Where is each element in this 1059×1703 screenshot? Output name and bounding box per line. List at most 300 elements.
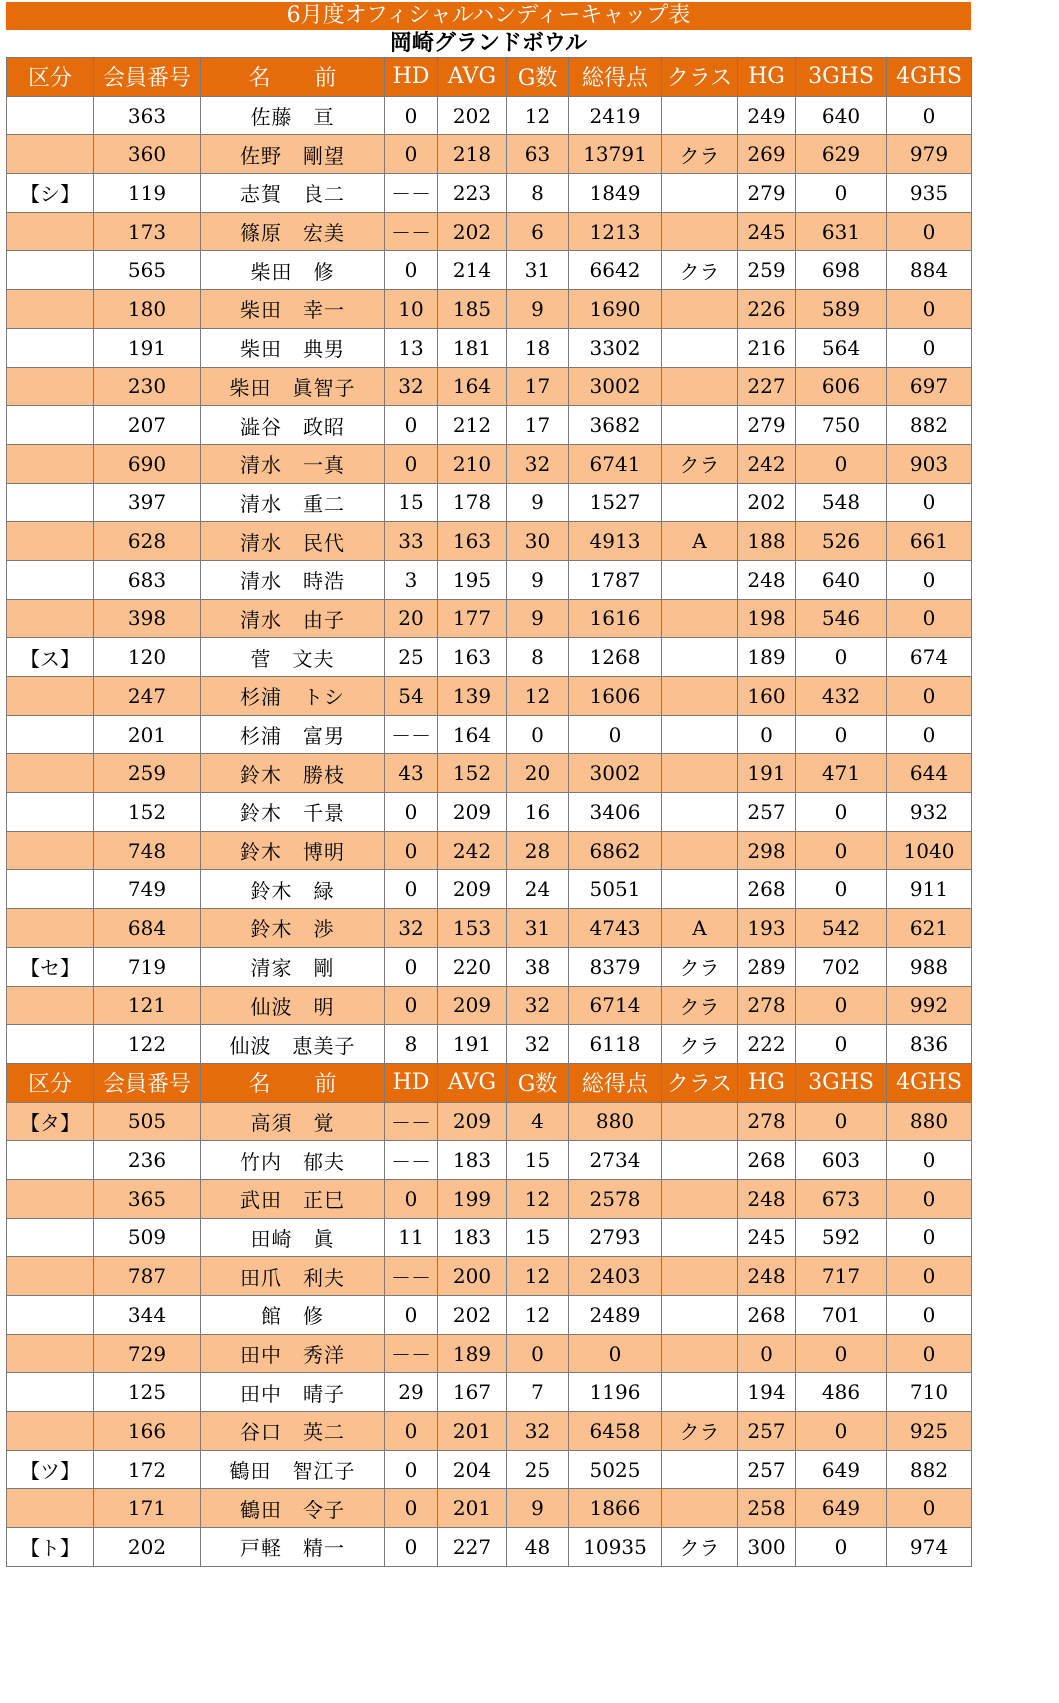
- cell-name: 清水 時浩: [201, 560, 385, 599]
- cell-avg: 202: [438, 96, 507, 135]
- cell-games: 9: [507, 290, 569, 329]
- column-header-category: 区分: [7, 1063, 94, 1102]
- cell-hd: 0: [385, 1412, 438, 1451]
- cell-hd: 20: [385, 599, 438, 638]
- cell-hg: 278: [738, 1102, 796, 1141]
- cell-hg: 189: [738, 638, 796, 677]
- cell-3ghs: 0: [796, 1102, 887, 1141]
- cell-avg: 209: [438, 793, 507, 832]
- cell-avg: 183: [438, 1218, 507, 1257]
- cell-3ghs: 592: [796, 1218, 887, 1257]
- cell-3ghs: 702: [796, 947, 887, 986]
- cell-name: 田中 秀洋: [201, 1334, 385, 1373]
- column-header-3ghs: 3GHS: [796, 58, 887, 97]
- cell-class: [662, 96, 738, 135]
- column-header-class: クラス: [662, 58, 738, 97]
- cell-class: [662, 367, 738, 406]
- cell-3ghs: 564: [796, 328, 887, 367]
- cell-3ghs: 0: [796, 1412, 887, 1451]
- cell-hg: 259: [738, 251, 796, 290]
- cell-category: [7, 1489, 94, 1528]
- cell-avg: 167: [438, 1373, 507, 1412]
- cell-hg: 248: [738, 1257, 796, 1296]
- table-row: [7, 96, 972, 135]
- cell-class: [662, 870, 738, 909]
- cell-games: 12: [507, 677, 569, 716]
- cell-member-number: 397: [94, 483, 201, 522]
- cell-games: 0: [507, 715, 569, 754]
- cell-total-score: 4913: [569, 522, 662, 561]
- cell-games: 9: [507, 483, 569, 522]
- cell-total-score: 1268: [569, 638, 662, 677]
- column-header-member-number: 会員番号: [94, 58, 201, 97]
- cell-hd: 0: [385, 1296, 438, 1335]
- cell-hg: 202: [738, 483, 796, 522]
- cell-3ghs: 0: [796, 793, 887, 832]
- cell-hd: 0: [385, 1179, 438, 1218]
- column-header-class: クラス: [662, 1063, 738, 1102]
- column-header-4ghs: 4GHS: [887, 1063, 972, 1102]
- cell-3ghs: 0: [796, 1334, 887, 1373]
- cell-avg: 210: [438, 444, 507, 483]
- cell-3ghs: 526: [796, 522, 887, 561]
- column-header-hd: HD: [385, 1063, 438, 1102]
- cell-avg: 212: [438, 406, 507, 445]
- cell-4ghs: 979: [887, 135, 972, 174]
- cell-4ghs: 836: [887, 1025, 972, 1064]
- cell-3ghs: 631: [796, 212, 887, 251]
- cell-class: [662, 483, 738, 522]
- cell-avg: 242: [438, 831, 507, 870]
- cell-class: [662, 290, 738, 329]
- cell-total-score: 6642: [569, 251, 662, 290]
- cell-games: 15: [507, 1218, 569, 1257]
- cell-hd: 0: [385, 444, 438, 483]
- cell-4ghs: 925: [887, 1412, 972, 1451]
- cell-total-score: 6714: [569, 986, 662, 1025]
- table-row: [7, 212, 972, 251]
- column-header-total-score: 総得点: [569, 58, 662, 97]
- cell-total-score: 13791: [569, 135, 662, 174]
- cell-name: 鈴木 博明: [201, 831, 385, 870]
- cell-category: [7, 251, 94, 290]
- cell-total-score: 1527: [569, 483, 662, 522]
- cell-hg: 193: [738, 909, 796, 948]
- cell-class: [662, 1257, 738, 1296]
- cell-member-number: 201: [94, 715, 201, 754]
- cell-class: [662, 1489, 738, 1528]
- cell-category: [7, 522, 94, 561]
- cell-hd: 29: [385, 1373, 438, 1412]
- column-header-games: G数: [507, 58, 569, 97]
- cell-3ghs: 0: [796, 638, 887, 677]
- cell-avg: 152: [438, 754, 507, 793]
- cell-hg: 268: [738, 870, 796, 909]
- table-row: [7, 367, 972, 406]
- cell-3ghs: 486: [796, 1373, 887, 1412]
- cell-3ghs: 0: [796, 831, 887, 870]
- cell-4ghs: 882: [887, 406, 972, 445]
- cell-avg: 163: [438, 638, 507, 677]
- cell-games: 9: [507, 599, 569, 638]
- cell-member-number: 505: [94, 1102, 201, 1141]
- cell-hd: 0: [385, 986, 438, 1025]
- cell-member-number: 344: [94, 1296, 201, 1335]
- cell-member-number: 628: [94, 522, 201, 561]
- cell-games: 4: [507, 1102, 569, 1141]
- cell-hd: －－: [385, 1257, 438, 1296]
- cell-class: [662, 212, 738, 251]
- cell-member-number: 360: [94, 135, 201, 174]
- cell-name: 鶴田 令子: [201, 1489, 385, 1528]
- cell-name: 清水 一真: [201, 444, 385, 483]
- cell-4ghs: 0: [887, 212, 972, 251]
- cell-member-number: 565: [94, 251, 201, 290]
- cell-4ghs: 0: [887, 677, 972, 716]
- cell-4ghs: 0: [887, 483, 972, 522]
- cell-games: 31: [507, 251, 569, 290]
- cell-4ghs: 710: [887, 1373, 972, 1412]
- cell-games: 31: [507, 909, 569, 948]
- cell-hg: 257: [738, 1412, 796, 1451]
- table-row: [7, 174, 972, 213]
- table-row: [7, 406, 972, 445]
- cell-name: 柴田 眞智子: [201, 367, 385, 406]
- cell-member-number: 173: [94, 212, 201, 251]
- cell-total-score: 1690: [569, 290, 662, 329]
- cell-class: [662, 677, 738, 716]
- cell-category: [7, 1373, 94, 1412]
- cell-4ghs: 880: [887, 1102, 972, 1141]
- cell-class: [662, 1179, 738, 1218]
- column-header-avg: AVG: [438, 58, 507, 97]
- cell-avg: 214: [438, 251, 507, 290]
- cell-avg: 199: [438, 1179, 507, 1218]
- cell-class: クラ: [662, 1528, 738, 1567]
- cell-hd: 32: [385, 909, 438, 948]
- cell-hg: 227: [738, 367, 796, 406]
- cell-class: [662, 174, 738, 213]
- cell-total-score: 3002: [569, 367, 662, 406]
- cell-category: 【シ】: [7, 174, 94, 213]
- cell-name: 清水 重二: [201, 483, 385, 522]
- cell-hg: 198: [738, 599, 796, 638]
- table-row: [7, 1179, 972, 1218]
- cell-games: 0: [507, 1334, 569, 1373]
- cell-hd: 0: [385, 1450, 438, 1489]
- cell-name: 清家 剛: [201, 947, 385, 986]
- cell-4ghs: 0: [887, 1218, 972, 1257]
- cell-class: [662, 831, 738, 870]
- cell-category: [7, 793, 94, 832]
- cell-4ghs: 0: [887, 328, 972, 367]
- cell-hg: 279: [738, 174, 796, 213]
- cell-category: [7, 986, 94, 1025]
- cell-hd: －－: [385, 1334, 438, 1373]
- cell-hd: －－: [385, 715, 438, 754]
- cell-total-score: 1866: [569, 1489, 662, 1528]
- cell-member-number: 749: [94, 870, 201, 909]
- cell-category: [7, 560, 94, 599]
- cell-total-score: 0: [569, 715, 662, 754]
- cell-3ghs: 0: [796, 986, 887, 1025]
- table-row: [7, 251, 972, 290]
- cell-category: [7, 328, 94, 367]
- table-row: [7, 1257, 972, 1296]
- cell-games: 32: [507, 444, 569, 483]
- cell-hg: 268: [738, 1296, 796, 1335]
- cell-avg: 178: [438, 483, 507, 522]
- cell-name: 柴田 幸一: [201, 290, 385, 329]
- cell-avg: 185: [438, 290, 507, 329]
- cell-name: 田崎 眞: [201, 1218, 385, 1257]
- cell-games: 17: [507, 367, 569, 406]
- cell-name: 田爪 利夫: [201, 1257, 385, 1296]
- cell-name: 鈴木 勝枝: [201, 754, 385, 793]
- cell-member-number: 690: [94, 444, 201, 483]
- column-header-total-score: 総得点: [569, 1063, 662, 1102]
- cell-class: クラ: [662, 1412, 738, 1451]
- cell-avg: 202: [438, 1296, 507, 1335]
- cell-name: 杉浦 富男: [201, 715, 385, 754]
- table-row: [7, 1141, 972, 1180]
- cell-class: [662, 1102, 738, 1141]
- cell-games: 32: [507, 1025, 569, 1064]
- cell-name: 谷口 英二: [201, 1412, 385, 1451]
- cell-4ghs: 661: [887, 522, 972, 561]
- cell-class: [662, 754, 738, 793]
- cell-3ghs: 0: [796, 174, 887, 213]
- cell-games: 18: [507, 328, 569, 367]
- cell-4ghs: 0: [887, 290, 972, 329]
- cell-3ghs: 546: [796, 599, 887, 638]
- cell-games: 12: [507, 96, 569, 135]
- cell-3ghs: 0: [796, 715, 887, 754]
- cell-avg: 220: [438, 947, 507, 986]
- table-row: [7, 715, 972, 754]
- cell-name: 高須 覚: [201, 1102, 385, 1141]
- cell-member-number: 230: [94, 367, 201, 406]
- cell-hd: 0: [385, 870, 438, 909]
- cell-member-number: 365: [94, 1179, 201, 1218]
- cell-games: 6: [507, 212, 569, 251]
- cell-name: 篠原 宏美: [201, 212, 385, 251]
- cell-class: [662, 328, 738, 367]
- cell-avg: 191: [438, 1025, 507, 1064]
- header-row: [7, 58, 972, 97]
- cell-avg: 209: [438, 1102, 507, 1141]
- cell-member-number: 202: [94, 1528, 201, 1567]
- sheet-subtitle: 岡崎グランドボウル: [389, 30, 588, 56]
- cell-category: [7, 677, 94, 716]
- cell-hg: 249: [738, 96, 796, 135]
- cell-4ghs: 0: [887, 1296, 972, 1335]
- table-row: [7, 444, 972, 483]
- table-row: [7, 135, 972, 174]
- cell-3ghs: 698: [796, 251, 887, 290]
- cell-hd: 11: [385, 1218, 438, 1257]
- cell-class: [662, 1334, 738, 1373]
- cell-hd: －－: [385, 174, 438, 213]
- cell-games: 12: [507, 1179, 569, 1218]
- cell-games: 32: [507, 1412, 569, 1451]
- cell-category: 【セ】: [7, 947, 94, 986]
- cell-avg: 204: [438, 1450, 507, 1489]
- cell-hg: 0: [738, 715, 796, 754]
- cell-total-score: 3406: [569, 793, 662, 832]
- cell-games: 20: [507, 754, 569, 793]
- cell-class: [662, 638, 738, 677]
- cell-4ghs: 0: [887, 96, 972, 135]
- cell-member-number: 398: [94, 599, 201, 638]
- cell-hd: 25: [385, 638, 438, 677]
- cell-hg: 289: [738, 947, 796, 986]
- cell-class: [662, 715, 738, 754]
- table-row: [7, 677, 972, 716]
- cell-3ghs: 603: [796, 1141, 887, 1180]
- table-row: [7, 560, 972, 599]
- cell-total-score: 2793: [569, 1218, 662, 1257]
- cell-3ghs: 432: [796, 677, 887, 716]
- cell-total-score: 2578: [569, 1179, 662, 1218]
- cell-total-score: 6458: [569, 1412, 662, 1451]
- cell-hd: 0: [385, 1489, 438, 1528]
- cell-hg: 300: [738, 1528, 796, 1567]
- cell-avg: 183: [438, 1141, 507, 1180]
- cell-name: 戸軽 精一: [201, 1528, 385, 1567]
- cell-category: [7, 1412, 94, 1451]
- cell-games: 9: [507, 1489, 569, 1528]
- cell-4ghs: 884: [887, 251, 972, 290]
- cell-hd: 0: [385, 793, 438, 832]
- cell-total-score: 5025: [569, 1450, 662, 1489]
- cell-hg: 242: [738, 444, 796, 483]
- cell-name: 柴田 典男: [201, 328, 385, 367]
- cell-avg: 164: [438, 367, 507, 406]
- cell-total-score: 8379: [569, 947, 662, 986]
- cell-member-number: 180: [94, 290, 201, 329]
- cell-hg: 216: [738, 328, 796, 367]
- cell-total-score: 4743: [569, 909, 662, 948]
- cell-games: 16: [507, 793, 569, 832]
- cell-games: 30: [507, 522, 569, 561]
- cell-hg: 191: [738, 754, 796, 793]
- cell-avg: 163: [438, 522, 507, 561]
- table-row: [7, 328, 972, 367]
- table-row: [7, 290, 972, 329]
- cell-3ghs: 471: [796, 754, 887, 793]
- cell-4ghs: 674: [887, 638, 972, 677]
- cell-3ghs: 0: [796, 870, 887, 909]
- cell-category: [7, 1218, 94, 1257]
- cell-hg: 298: [738, 831, 796, 870]
- cell-avg: 223: [438, 174, 507, 213]
- cell-category: [7, 715, 94, 754]
- cell-hd: 0: [385, 251, 438, 290]
- table-row: [7, 1528, 972, 1567]
- cell-avg: 209: [438, 870, 507, 909]
- cell-games: 25: [507, 1450, 569, 1489]
- cell-total-score: 5051: [569, 870, 662, 909]
- cell-4ghs: 697: [887, 367, 972, 406]
- cell-4ghs: 644: [887, 754, 972, 793]
- cell-3ghs: 606: [796, 367, 887, 406]
- cell-name: 志賀 良二: [201, 174, 385, 213]
- cell-4ghs: 0: [887, 1179, 972, 1218]
- cell-4ghs: 1040: [887, 831, 972, 870]
- handicap-table: [6, 57, 972, 1567]
- table-row: [7, 599, 972, 638]
- cell-class: [662, 1218, 738, 1257]
- cell-avg: 177: [438, 599, 507, 638]
- column-header-category: 区分: [7, 58, 94, 97]
- cell-hg: 258: [738, 1489, 796, 1528]
- cell-hg: 279: [738, 406, 796, 445]
- column-header-member-number: 会員番号: [94, 1063, 201, 1102]
- cell-hd: 10: [385, 290, 438, 329]
- table-row: [7, 1334, 972, 1373]
- cell-class: [662, 1373, 738, 1412]
- cell-4ghs: 974: [887, 1528, 972, 1567]
- column-header-hg: HG: [738, 58, 796, 97]
- cell-class: [662, 1296, 738, 1335]
- cell-category: 【タ】: [7, 1102, 94, 1141]
- cell-total-score: 2419: [569, 96, 662, 135]
- cell-hd: 0: [385, 135, 438, 174]
- table-row: [7, 1025, 972, 1064]
- cell-avg: 202: [438, 212, 507, 251]
- column-header-4ghs: 4GHS: [887, 58, 972, 97]
- cell-name: 菅 文夫: [201, 638, 385, 677]
- cell-category: [7, 831, 94, 870]
- cell-3ghs: 589: [796, 290, 887, 329]
- cell-hd: 54: [385, 677, 438, 716]
- cell-hg: 268: [738, 1141, 796, 1180]
- cell-hg: 245: [738, 212, 796, 251]
- cell-class: クラ: [662, 251, 738, 290]
- table-row: [7, 870, 972, 909]
- cell-name: 杉浦 トシ: [201, 677, 385, 716]
- cell-total-score: 1196: [569, 1373, 662, 1412]
- cell-class: [662, 406, 738, 445]
- column-header-name: 名 前: [201, 1063, 385, 1102]
- cell-total-score: 3682: [569, 406, 662, 445]
- cell-total-score: 3002: [569, 754, 662, 793]
- cell-hd: 8: [385, 1025, 438, 1064]
- cell-4ghs: 0: [887, 1257, 972, 1296]
- cell-member-number: 363: [94, 96, 201, 135]
- cell-hd: －－: [385, 1102, 438, 1141]
- cell-class: [662, 1141, 738, 1180]
- cell-games: 15: [507, 1141, 569, 1180]
- cell-total-score: 10935: [569, 1528, 662, 1567]
- cell-hd: 3: [385, 560, 438, 599]
- cell-class: クラ: [662, 444, 738, 483]
- cell-hg: 248: [738, 1179, 796, 1218]
- cell-4ghs: 911: [887, 870, 972, 909]
- cell-total-score: 6118: [569, 1025, 662, 1064]
- cell-3ghs: 542: [796, 909, 887, 948]
- cell-category: [7, 212, 94, 251]
- cell-3ghs: 701: [796, 1296, 887, 1335]
- table-row: [7, 638, 972, 677]
- column-header-3ghs: 3GHS: [796, 1063, 887, 1102]
- cell-category: [7, 1025, 94, 1064]
- cell-games: 12: [507, 1257, 569, 1296]
- cell-4ghs: 935: [887, 174, 972, 213]
- column-header-avg: AVG: [438, 1063, 507, 1102]
- cell-category: [7, 483, 94, 522]
